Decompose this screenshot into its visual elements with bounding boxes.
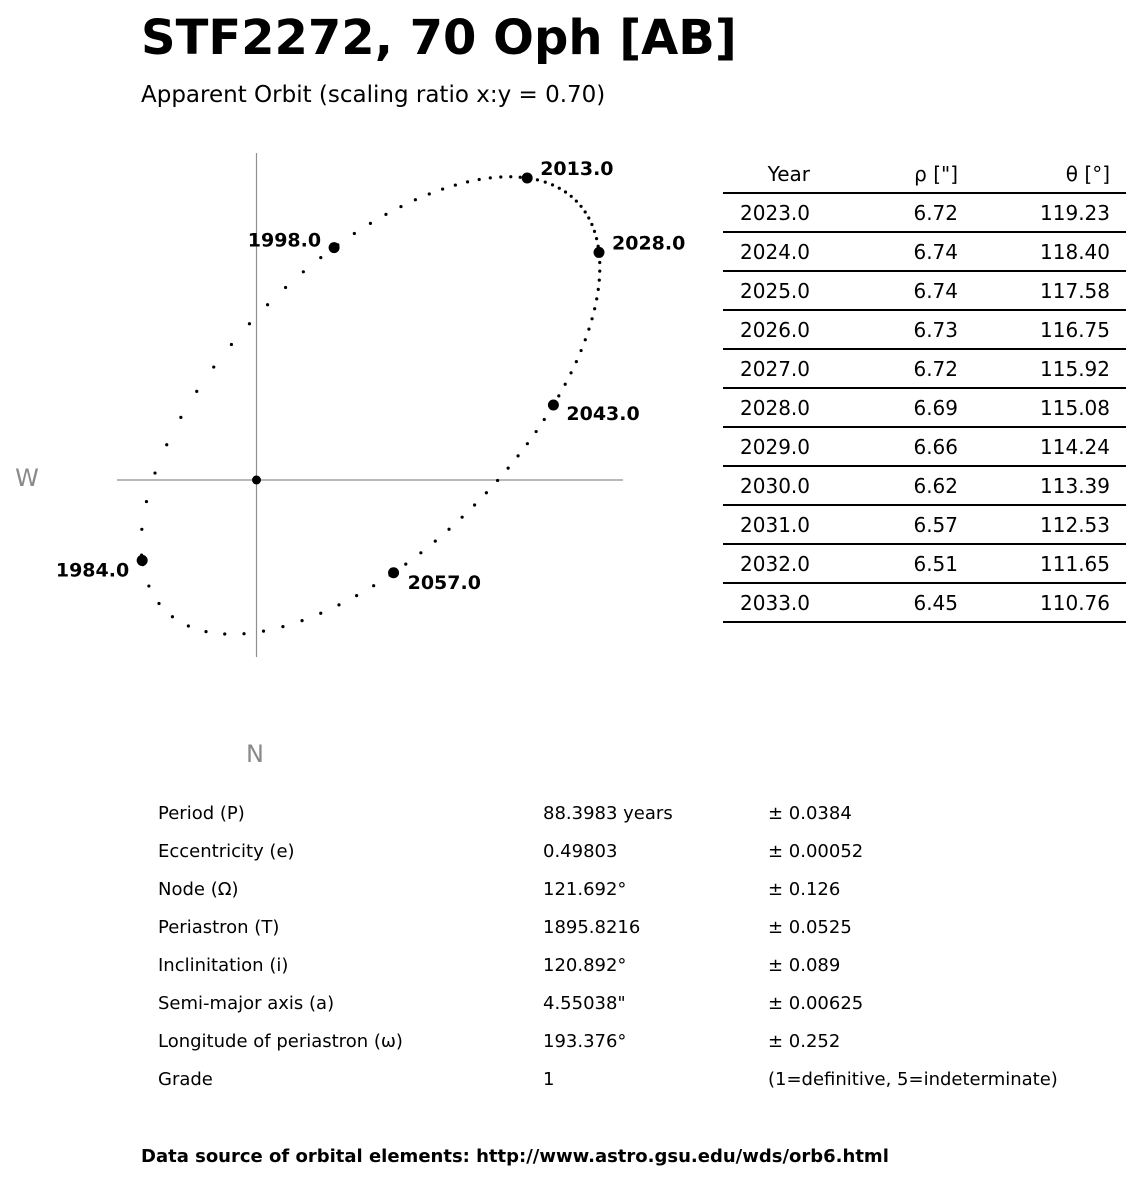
table-row xyxy=(723,544,1126,583)
epoch-dot xyxy=(388,567,399,578)
orbit-dot xyxy=(587,216,590,219)
element-label: Node (Ω) xyxy=(158,878,239,900)
cell-rho: 6.45 xyxy=(810,583,958,622)
cell-rho: 6.73 xyxy=(810,310,958,349)
epoch-label: 2057.0 xyxy=(407,571,481,594)
orbit-dot xyxy=(399,205,402,208)
cell-year: 2026.0 xyxy=(723,310,810,349)
table-row xyxy=(723,427,1126,466)
orbit-dot xyxy=(543,418,546,421)
orbit-dot xyxy=(153,471,156,474)
element-label: Periastron (T) xyxy=(158,916,280,938)
orbit-dot xyxy=(145,500,148,503)
orbit-dot xyxy=(496,479,499,482)
cell-year: 2029.0 xyxy=(723,427,810,466)
element-error: ± 0.00052 xyxy=(768,840,864,862)
cell-theta: 112.53 xyxy=(958,505,1126,544)
orbit-dot xyxy=(564,383,567,386)
epoch-label: 2013.0 xyxy=(540,158,614,180)
orbit-dot xyxy=(447,528,450,531)
orbit-dot xyxy=(544,181,547,184)
orbit-dot xyxy=(575,199,578,202)
north-axis-label: N xyxy=(246,740,264,768)
element-row xyxy=(158,1022,1058,1060)
element-value: 1895.8216 xyxy=(543,916,641,938)
orbit-dot xyxy=(195,390,198,393)
element-label: Grade xyxy=(158,1068,213,1090)
element-row xyxy=(158,1060,1058,1098)
element-value: 4.55038" xyxy=(543,992,626,1014)
element-error: ± 0.126 xyxy=(768,878,841,900)
orbit-dot xyxy=(569,371,572,374)
element-error: ± 0.252 xyxy=(768,1030,841,1052)
orbit-dot xyxy=(579,349,582,352)
table-row xyxy=(723,388,1126,427)
orbit-dot xyxy=(179,416,182,419)
table-row xyxy=(723,232,1126,271)
element-value: 0.49803 xyxy=(543,840,618,862)
orbit-dot xyxy=(230,343,233,346)
orbit-dot xyxy=(597,288,600,291)
cell-theta: 113.39 xyxy=(958,466,1126,505)
orbit-dot xyxy=(536,178,539,181)
orbit-dot xyxy=(404,563,407,566)
table-header-row xyxy=(723,155,1126,193)
orbit-dot xyxy=(535,430,538,433)
cell-theta: 114.24 xyxy=(958,427,1126,466)
table-row xyxy=(723,349,1126,388)
epoch-label: 1984.0 xyxy=(55,559,130,582)
cell-theta: 118.40 xyxy=(958,232,1126,271)
orbit-dot xyxy=(242,632,245,635)
cell-theta: 119.23 xyxy=(958,193,1126,232)
origin-star-dot xyxy=(252,476,261,485)
cell-theta: 115.08 xyxy=(958,388,1126,427)
cell-year: 2030.0 xyxy=(723,466,810,505)
cell-theta: 117.58 xyxy=(958,271,1126,310)
page-title: STF2272, 70 Oph [AB] xyxy=(141,10,737,66)
element-label: Inclinitation (i) xyxy=(158,954,289,976)
element-value: 1 xyxy=(543,1068,555,1090)
orbit-dot xyxy=(369,222,372,225)
table-row xyxy=(723,466,1126,505)
orbit-dot xyxy=(598,270,601,273)
cell-rho: 6.72 xyxy=(810,193,958,232)
element-error: ± 0.089 xyxy=(768,954,841,976)
cell-rho: 6.72 xyxy=(810,349,958,388)
orbit-dot xyxy=(337,603,340,606)
orbit-dot xyxy=(212,365,215,368)
orbit-dot xyxy=(575,360,578,363)
column-header-year: Year xyxy=(723,155,810,193)
orbit-dot xyxy=(147,584,150,587)
cell-year: 2027.0 xyxy=(723,349,810,388)
column-header-theta: θ [°] xyxy=(958,155,1126,193)
table-row xyxy=(723,310,1126,349)
orbit-dot xyxy=(590,317,593,320)
orbit-dot xyxy=(598,279,601,282)
orbit-dot xyxy=(593,307,596,310)
cell-theta: 115.92 xyxy=(958,349,1126,388)
epoch-label: 2028.0 xyxy=(612,232,686,255)
cell-theta: 116.75 xyxy=(958,310,1126,349)
cell-year: 2032.0 xyxy=(723,544,810,583)
cell-rho: 6.66 xyxy=(810,427,958,466)
cell-rho: 6.74 xyxy=(810,232,958,271)
orbit-dot xyxy=(516,454,519,457)
orbit-dot xyxy=(587,328,590,331)
element-row xyxy=(158,984,1058,1022)
element-row xyxy=(158,870,1058,908)
element-label: Eccentricity (e) xyxy=(158,840,295,862)
element-value: 120.892° xyxy=(543,954,627,976)
orbit-dots xyxy=(140,175,601,635)
orbit-dot xyxy=(584,210,587,213)
cell-year: 2024.0 xyxy=(723,232,810,271)
orbit-dot xyxy=(584,338,587,341)
cell-year: 2025.0 xyxy=(723,271,810,310)
element-value: 88.3983 years xyxy=(543,802,673,824)
orbit-dot xyxy=(466,180,469,183)
table-row xyxy=(723,271,1126,310)
orbit-dot xyxy=(489,176,492,179)
orbit-dot xyxy=(598,261,601,264)
orbit-dot xyxy=(478,178,481,181)
west-axis-label: W xyxy=(15,464,39,492)
epoch-label: 2043.0 xyxy=(566,403,640,425)
element-label: Longitude of periastron (ω) xyxy=(158,1030,403,1052)
orbit-dot xyxy=(595,237,598,240)
element-value: 121.692° xyxy=(543,878,627,900)
epoch-label: 1998.0 xyxy=(247,229,322,252)
element-row xyxy=(158,832,1058,870)
element-row xyxy=(158,946,1058,984)
cell-rho: 6.69 xyxy=(810,388,958,427)
cell-rho: 6.51 xyxy=(810,544,958,583)
orbit-dot xyxy=(140,528,143,531)
cell-theta: 111.65 xyxy=(958,544,1126,583)
element-label: Period (P) xyxy=(158,802,245,824)
element-error: (1=definitive, 5=indeterminate) xyxy=(768,1068,1058,1090)
orbit-dot xyxy=(428,192,431,195)
orbit-dot xyxy=(434,540,437,543)
element-label: Semi-major axis (a) xyxy=(158,992,335,1014)
orbit-dot xyxy=(526,442,529,445)
orbit-dot xyxy=(499,175,502,178)
orbit-dot xyxy=(509,175,512,178)
cell-rho: 6.62 xyxy=(810,466,958,505)
orbit-dot xyxy=(570,195,573,198)
cell-rho: 6.74 xyxy=(810,271,958,310)
orbit-dot xyxy=(419,551,422,554)
orbit-dot xyxy=(171,615,174,618)
orbit-dot xyxy=(384,213,387,216)
element-error: ± 0.0384 xyxy=(768,802,852,824)
cell-year: 2033.0 xyxy=(723,583,810,622)
orbit-dot xyxy=(558,187,561,190)
orbit-dot xyxy=(485,491,488,494)
orbit-dot xyxy=(319,256,322,259)
orbit-dot xyxy=(557,394,560,397)
data-source-footer: Data source of orbital elements: http://www.astro.gsu.edu/wds/orb6.html xyxy=(141,1146,889,1167)
orbit-dot xyxy=(473,503,476,506)
column-header-rho: ρ ["] xyxy=(810,155,958,193)
epoch-dot xyxy=(594,247,605,258)
table-row xyxy=(723,193,1126,232)
orbit-dot xyxy=(507,467,510,470)
element-row xyxy=(158,794,1058,832)
orbit-dot xyxy=(441,187,444,190)
table-row xyxy=(723,505,1126,544)
orbit-dot xyxy=(414,198,417,201)
orbit-dot xyxy=(262,630,265,633)
cell-year: 2031.0 xyxy=(723,505,810,544)
orbit-dot xyxy=(353,232,356,235)
cell-rho: 6.57 xyxy=(810,505,958,544)
cell-year: 2028.0 xyxy=(723,388,810,427)
epoch-dot xyxy=(548,400,559,411)
orbit-dot xyxy=(157,602,160,605)
orbit-dot xyxy=(248,322,251,325)
orbit-dot xyxy=(454,183,457,186)
orbit-dot xyxy=(461,516,464,519)
orbit-dot xyxy=(302,270,305,273)
orbit-dot xyxy=(300,619,303,622)
ephemeris-table xyxy=(723,155,1126,623)
orbit-dot xyxy=(319,612,322,615)
orbit-dot xyxy=(187,624,190,627)
epoch-dot xyxy=(522,172,533,183)
orbit-dot xyxy=(284,286,287,289)
epoch-dot xyxy=(137,555,148,566)
element-error: ± 0.0525 xyxy=(768,916,852,938)
page-subtitle: Apparent Orbit (scaling ratio x:y = 0.70) xyxy=(141,82,606,108)
orbit-dot xyxy=(551,183,554,186)
orbit-dot xyxy=(579,205,582,208)
cell-theta: 110.76 xyxy=(958,583,1126,622)
table-row xyxy=(723,583,1126,622)
orbital-elements-list xyxy=(158,794,1058,1098)
element-row xyxy=(158,908,1058,946)
orbit-dot xyxy=(595,297,598,300)
orbit-dot xyxy=(355,594,358,597)
orbit-dot xyxy=(564,190,567,193)
orbit-dot xyxy=(593,230,596,233)
orbit-dot xyxy=(165,443,168,446)
orbit-dot xyxy=(266,303,269,306)
element-error: ± 0.00625 xyxy=(768,992,864,1014)
orbit-dot xyxy=(519,176,522,179)
orbit-dot xyxy=(281,625,284,628)
apparent-orbit-plot xyxy=(0,140,700,810)
orbit-dot xyxy=(590,223,593,226)
epoch-dot xyxy=(329,242,340,253)
orbit-dot xyxy=(223,632,226,635)
element-value: 193.376° xyxy=(543,1030,627,1052)
orbit-dot xyxy=(372,584,375,587)
orbit-dot xyxy=(204,630,207,633)
cell-year: 2023.0 xyxy=(723,193,810,232)
